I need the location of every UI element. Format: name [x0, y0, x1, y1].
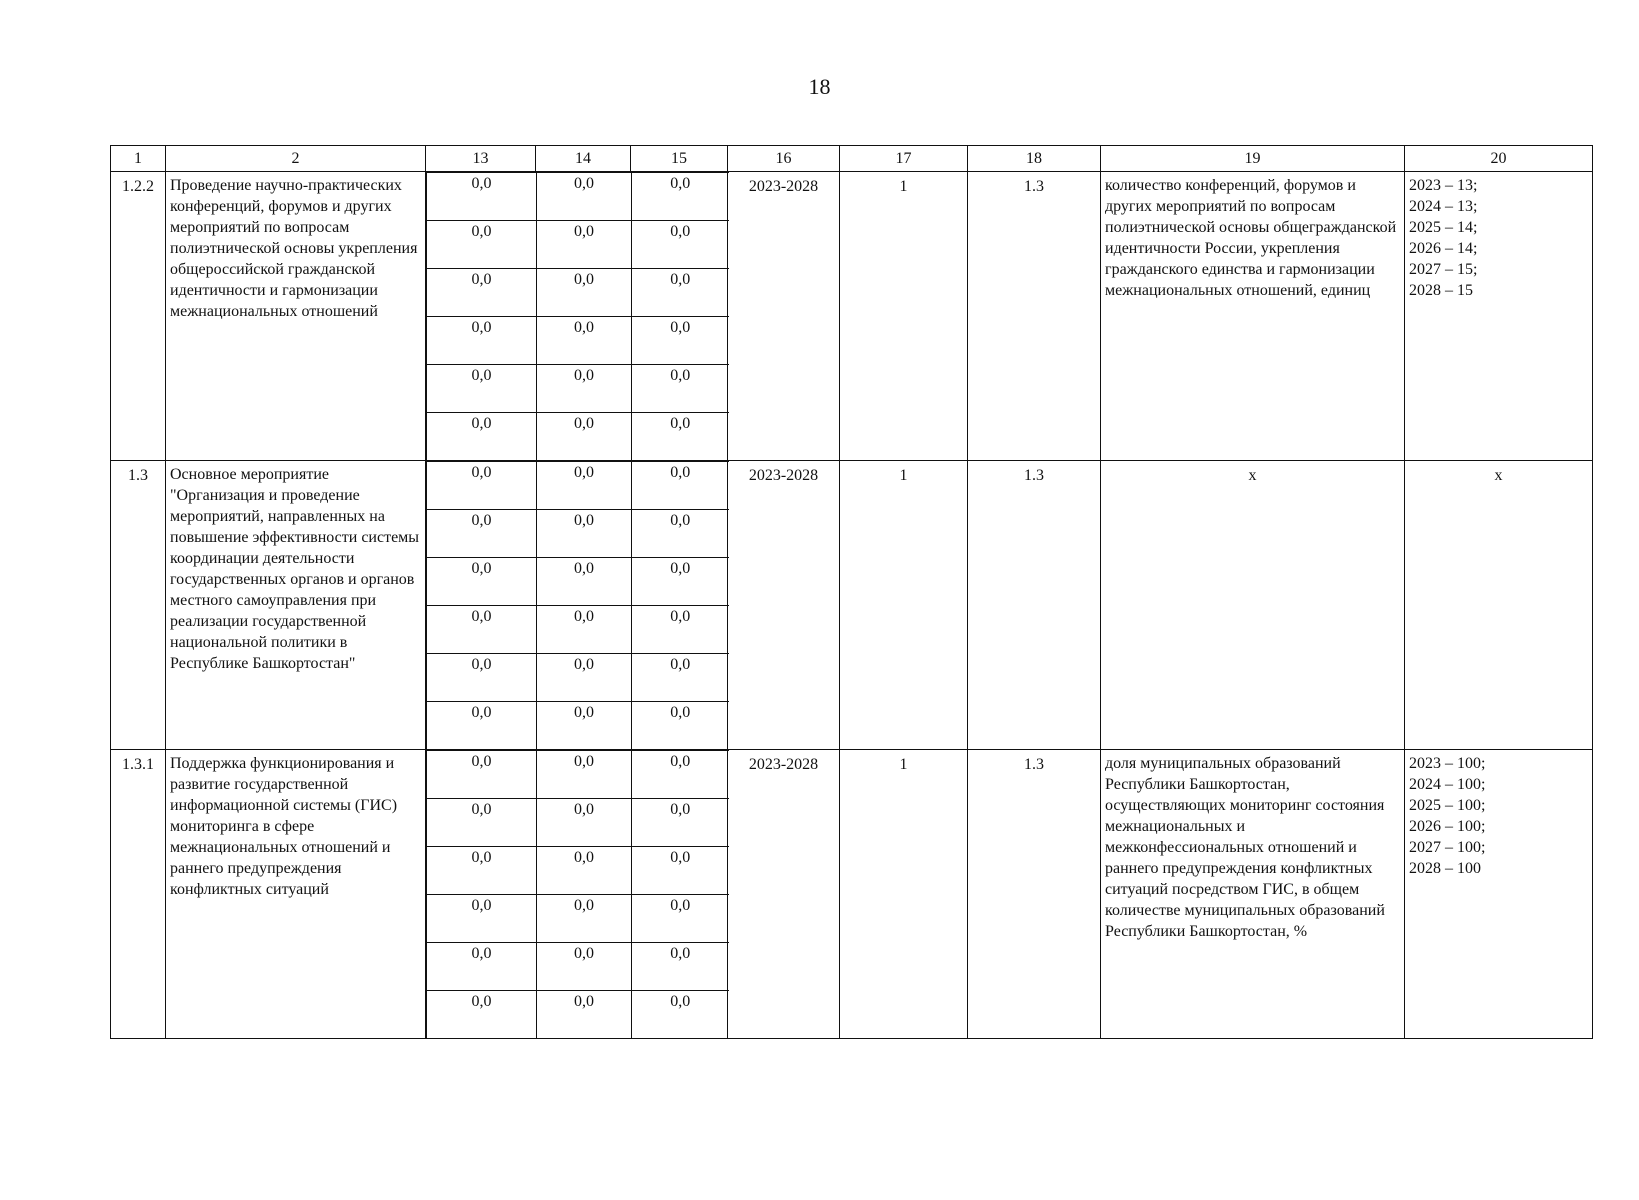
funding-value: 0,0	[632, 365, 729, 413]
period: 2023-2028	[728, 172, 840, 461]
funding-value: 0,0	[537, 365, 632, 413]
column-header: 19	[1101, 146, 1405, 172]
funding-value: 0,0	[632, 799, 729, 847]
funding-values-row	[427, 365, 729, 413]
target-value: 2024 – 13;	[1409, 198, 1478, 215]
column-header: 16	[728, 146, 840, 172]
funding-value: 0,0	[427, 654, 537, 702]
funding-value: 0,0	[537, 606, 632, 654]
funding-values-grid	[426, 750, 729, 1038]
funding-value: 0,0	[537, 558, 632, 606]
funding-values-row	[427, 510, 729, 558]
funding-value: 0,0	[632, 558, 729, 606]
funding-value: 0,0	[537, 317, 632, 365]
column-header: 18	[968, 146, 1101, 172]
funding-value: 0,0	[537, 991, 632, 1039]
funding-values-row	[427, 895, 729, 943]
target-value: 2028 – 15	[1409, 282, 1473, 299]
column-header: 20	[1405, 146, 1593, 172]
item-number: 1.2.2	[111, 172, 166, 461]
column-header: 14	[536, 146, 631, 172]
funding-values-cell	[426, 461, 728, 750]
item-name: Проведение научно-практических конференций, форумов и других мероприятий по вопросам полиэтнической основы укрепления общероссийской гражданской идентичности и гармонизации межнациональных отношений	[166, 172, 426, 461]
column-17-value: 1	[840, 750, 968, 1039]
funding-value: 0,0	[427, 221, 537, 269]
indicator-text: доля муниципальных образований Республики Башкортостан, осуществляющих мониторинг состояния межнациональных и межконфессиональных отношений и раннего предупреждения конфликтных ситуаций посредством ГИС, в общем количестве муниципальных образований Республики Башкортостан, %	[1101, 750, 1405, 1039]
funding-value: 0,0	[537, 269, 632, 317]
funding-value: 0,0	[537, 895, 632, 943]
funding-value: 0,0	[427, 702, 537, 750]
funding-value: 0,0	[632, 606, 729, 654]
funding-values-row	[427, 413, 729, 461]
funding-value: 0,0	[632, 991, 729, 1039]
funding-value: 0,0	[632, 847, 729, 895]
funding-values-cell	[426, 172, 728, 461]
column-18-value: 1.3	[968, 750, 1101, 1039]
funding-value: 0,0	[427, 606, 537, 654]
indicator-text: х	[1101, 461, 1405, 750]
funding-values-row	[427, 799, 729, 847]
funding-values-row	[427, 558, 729, 606]
funding-values-row	[427, 221, 729, 269]
funding-value: 0,0	[427, 991, 537, 1039]
funding-value: 0,0	[537, 751, 632, 799]
funding-value: 0,0	[632, 702, 729, 750]
funding-value: 0,0	[537, 654, 632, 702]
column-18-value: 1.3	[968, 172, 1101, 461]
funding-values-row	[427, 991, 729, 1039]
item-name: Основное мероприятие "Организация и проведение мероприятий, направленных на повышение эффективности системы координации деятельности государственных органов и органов местного самоуправления при реализации государственной национальной политики в Республике Башкортостан"	[166, 461, 426, 750]
funding-value: 0,0	[537, 943, 632, 991]
funding-values-row	[427, 751, 729, 799]
funding-value: 0,0	[427, 462, 537, 510]
target-value: 2027 – 100;	[1409, 839, 1486, 856]
funding-value: 0,0	[427, 558, 537, 606]
item-number: 1.3	[111, 461, 166, 750]
target-values	[1405, 750, 1593, 1039]
funding-values-row	[427, 943, 729, 991]
column-17-value: 1	[840, 461, 968, 750]
funding-values-grid	[426, 172, 729, 460]
funding-value: 0,0	[632, 173, 729, 221]
column-17-value: 1	[840, 172, 968, 461]
funding-values-row	[427, 173, 729, 221]
table-row	[111, 750, 1593, 1039]
funding-value: 0,0	[427, 751, 537, 799]
funding-value: 0,0	[632, 654, 729, 702]
column-header: 2	[166, 146, 426, 172]
target-values	[1405, 172, 1593, 461]
funding-values-row	[427, 462, 729, 510]
funding-values-row	[427, 654, 729, 702]
funding-value: 0,0	[427, 317, 537, 365]
funding-values-row	[427, 847, 729, 895]
funding-value: 0,0	[632, 269, 729, 317]
funding-values-grid	[426, 461, 729, 749]
funding-value: 0,0	[632, 751, 729, 799]
target-value: 2023 – 100;	[1409, 755, 1486, 772]
target-value: 2025 – 100;	[1409, 797, 1486, 814]
funding-value: 0,0	[632, 317, 729, 365]
column-header: 15	[631, 146, 728, 172]
funding-value: 0,0	[632, 943, 729, 991]
funding-value: 0,0	[537, 462, 632, 510]
funding-value: 0,0	[632, 221, 729, 269]
item-number: 1.3.1	[111, 750, 166, 1039]
funding-value: 0,0	[427, 413, 537, 461]
funding-value: 0,0	[427, 847, 537, 895]
period: 2023-2028	[728, 461, 840, 750]
funding-values-row	[427, 606, 729, 654]
target-values	[1405, 461, 1593, 750]
funding-value: 0,0	[427, 510, 537, 558]
funding-value: 0,0	[427, 943, 537, 991]
column-header: 13	[426, 146, 536, 172]
column-header: 17	[840, 146, 968, 172]
funding-value: 0,0	[632, 462, 729, 510]
funding-value: 0,0	[537, 702, 632, 750]
period: 2023-2028	[728, 750, 840, 1039]
funding-value: 0,0	[632, 510, 729, 558]
item-name: Поддержка функционирования и развитие государственной информационной системы (ГИС) мониторинга в сфере межнациональных отношений и раннего предупреждения конфликтных ситуаций	[166, 750, 426, 1039]
funding-value: 0,0	[427, 895, 537, 943]
target-value: 2025 – 14;	[1409, 219, 1478, 236]
target-value: 2026 – 14;	[1409, 240, 1478, 257]
funding-value: 0,0	[537, 173, 632, 221]
indicator-text: количество конференций, форумов и других мероприятий по вопросам полиэтнической основы общегражданской идентичности России, укрепления гражданского единства и гармонизации межнациональных отношений, единиц	[1101, 172, 1405, 461]
funding-value: 0,0	[427, 269, 537, 317]
funding-values-row	[427, 702, 729, 750]
funding-values-row	[427, 317, 729, 365]
funding-value: 0,0	[537, 799, 632, 847]
funding-value: 0,0	[427, 173, 537, 221]
funding-value: 0,0	[537, 847, 632, 895]
column-18-value: 1.3	[968, 461, 1101, 750]
page-number: 18	[808, 74, 831, 99]
target-value: 2028 – 100	[1409, 860, 1481, 877]
table-row	[111, 461, 1593, 750]
target-value: 2026 – 100;	[1409, 818, 1486, 835]
target-value: 2027 – 15;	[1409, 261, 1478, 278]
funding-value: 0,0	[427, 365, 537, 413]
funding-value: 0,0	[427, 799, 537, 847]
funding-value: 0,0	[537, 221, 632, 269]
funding-value: 0,0	[537, 510, 632, 558]
column-header: 1	[111, 146, 166, 172]
funding-values-row	[427, 269, 729, 317]
funding-value: 0,0	[632, 895, 729, 943]
target-value: 2024 – 100;	[1409, 776, 1486, 793]
table-row	[111, 172, 1593, 461]
funding-value: 0,0	[537, 413, 632, 461]
table-header-row	[111, 146, 1593, 172]
funding-value: 0,0	[632, 413, 729, 461]
funding-values-cell	[426, 750, 728, 1039]
target-value: 2023 – 13;	[1409, 177, 1478, 194]
program-table	[110, 145, 1593, 1039]
target-value: х	[1494, 467, 1503, 484]
